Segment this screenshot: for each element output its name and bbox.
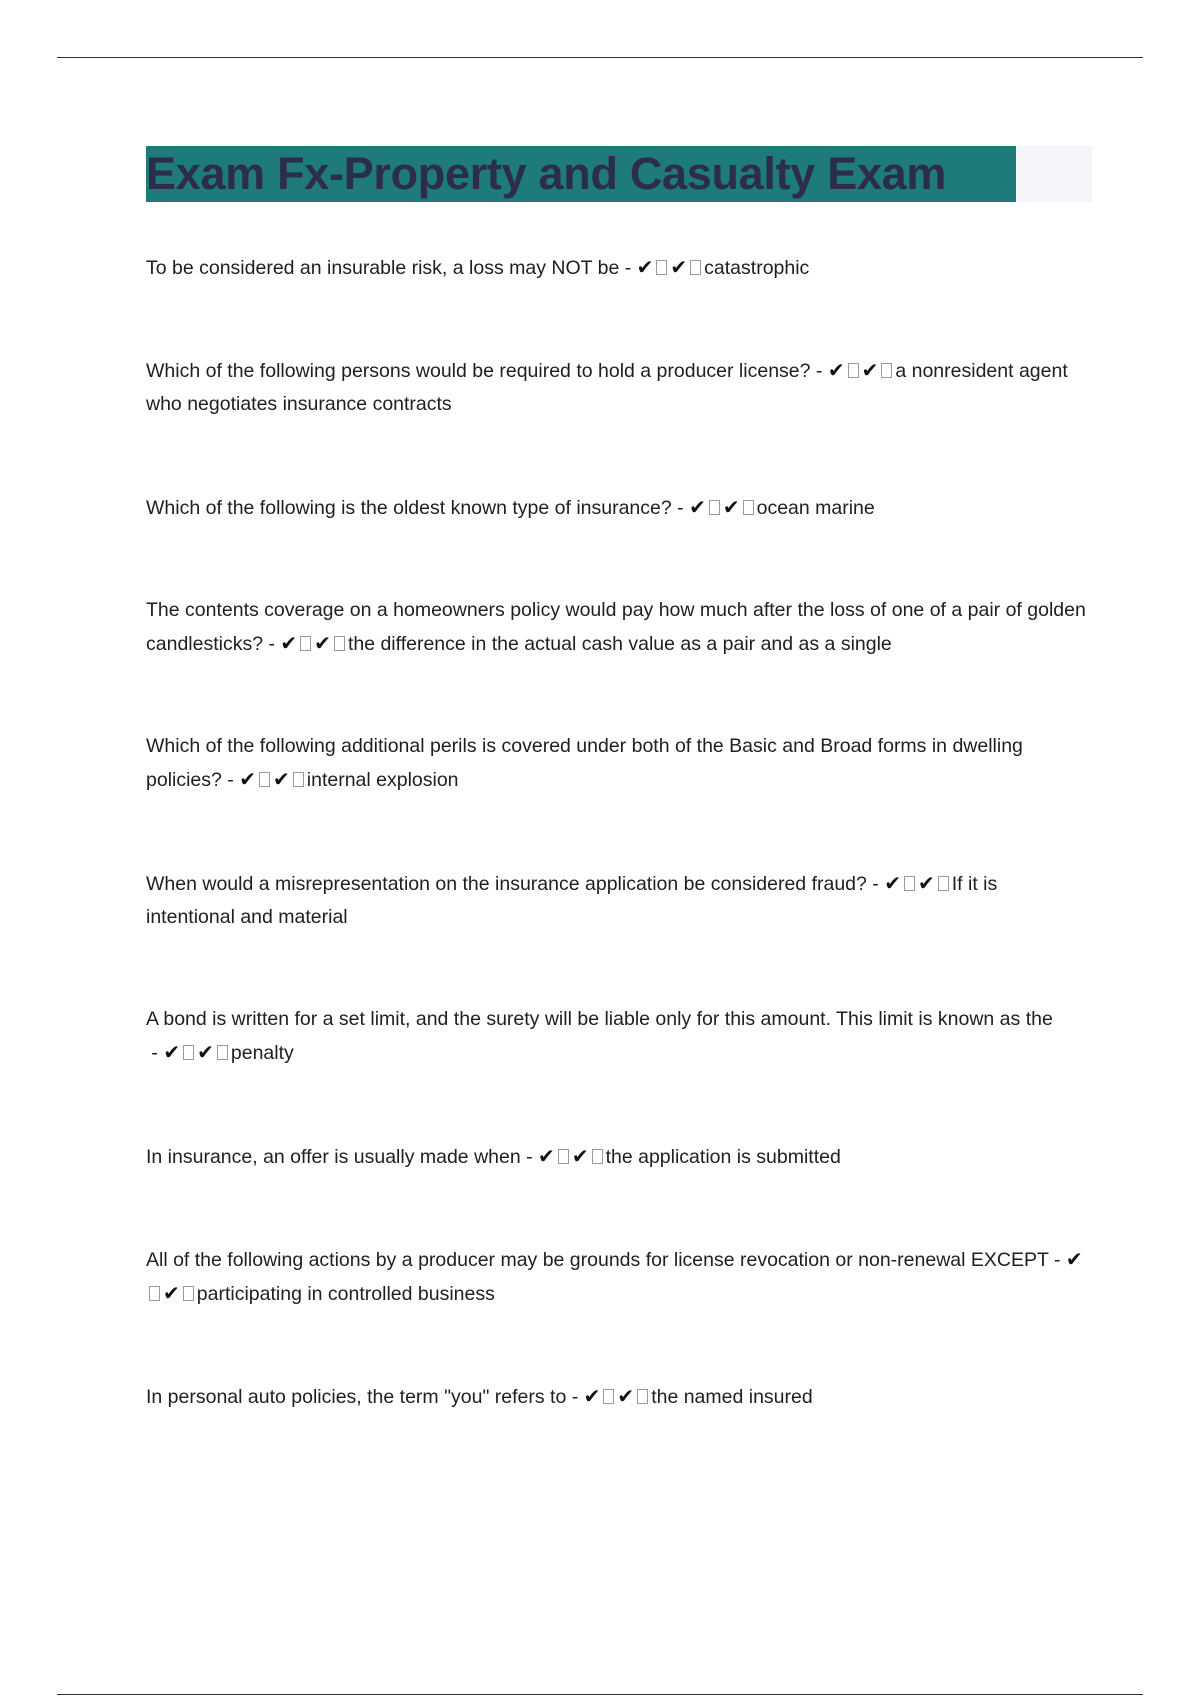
answer-text: internal explosion	[306, 768, 459, 791]
checkmark-icon: ✔	[273, 766, 290, 791]
checkmark-icon: ✔	[689, 495, 706, 519]
question-text: In insurance, an offer is usually made when	[146, 1146, 521, 1168]
checkmark-icon: ✔	[314, 630, 331, 655]
separator: -	[263, 632, 281, 655]
separator: -	[566, 1386, 584, 1408]
question-text: When would a misrepresentation on the insurance application be considered fraud?	[146, 873, 867, 895]
empty-box-icon	[656, 260, 667, 275]
separator: -	[1048, 1249, 1066, 1271]
checkmark-icon: ✔	[861, 358, 879, 382]
checkmark-icon: ✔	[670, 255, 688, 279]
qa-item	[146, 594, 1086, 660]
qa-item	[146, 1003, 1086, 1069]
empty-box-icon	[709, 500, 720, 515]
empty-box-icon	[904, 876, 915, 891]
answer-text: penalty	[230, 1041, 294, 1064]
checkmark-icon: ✔	[583, 1384, 601, 1408]
separator: -	[221, 768, 240, 791]
separator: -	[866, 873, 885, 895]
question-text: Which of the following is the oldest known type of insurance?	[146, 497, 672, 519]
checkmark-icon: ✔	[827, 358, 845, 382]
empty-box-icon	[743, 500, 754, 515]
empty-box-icon	[300, 636, 311, 651]
empty-box-icon	[259, 772, 270, 787]
answer-text: the application is submitted	[605, 1146, 841, 1168]
checkmark-icon: ✔	[163, 1280, 180, 1305]
empty-box-icon	[217, 1045, 228, 1060]
checkmark-icon: ✔	[571, 1144, 589, 1168]
checkmark-icon: ✔	[617, 1384, 635, 1408]
empty-box-icon	[881, 363, 892, 378]
empty-box-icon	[558, 1149, 569, 1164]
qa-item	[146, 1140, 1086, 1174]
checkmark-icon: ✔	[636, 255, 654, 279]
question-text: The contents coverage on a homeowners policy would pay how much after the loss of one of a pair of golden candlesticks?	[146, 599, 1086, 655]
answer-text: ocean marine	[756, 497, 875, 519]
qa-item	[146, 1380, 1086, 1414]
checkmark-icon: ✔	[197, 1039, 214, 1064]
qa-item	[146, 251, 1086, 285]
empty-box-icon	[603, 1389, 614, 1404]
empty-box-icon	[183, 1045, 194, 1060]
qa-item	[146, 491, 1086, 525]
separator: -	[146, 1041, 164, 1064]
qa-item	[146, 354, 1086, 420]
empty-box-icon	[637, 1389, 648, 1404]
question-text: A bond is written for a set limit, and the surety will be liable only for this amount. This limit is known as the	[146, 1008, 1053, 1030]
qa-item	[146, 1243, 1086, 1310]
question-text: In personal auto policies, the term "you" refers to	[146, 1386, 567, 1408]
qa-item	[146, 730, 1086, 796]
question-text: All of the following actions by a producer may be grounds for license revocation or non-renewal EXCEPT	[146, 1249, 1049, 1271]
checkmark-icon: ✔	[917, 871, 935, 895]
question-text: To be considered an insurable risk, a loss may NOT be	[146, 257, 620, 279]
question-text: Which of the following additional perils is covered under both of the Basic and Broad forms in dwelling policies?	[146, 735, 1023, 791]
separator: -	[520, 1146, 539, 1168]
page-title: Exam Fx-Property and Casualty Exam	[146, 148, 947, 199]
qa-item	[146, 867, 1086, 933]
answer-text: a nonresident agent who negotiates insurance contracts	[146, 360, 1068, 415]
empty-box-icon	[690, 260, 701, 275]
empty-box-icon	[149, 1286, 160, 1301]
answer-text: catastrophic	[704, 257, 810, 279]
answer-text: If it is intentional and material	[146, 873, 998, 928]
checkmark-icon: ✔	[884, 871, 901, 895]
answer-text: the named insured	[651, 1386, 813, 1408]
answer-text: participating in controlled business	[196, 1282, 495, 1305]
separator: -	[619, 257, 637, 279]
empty-box-icon	[183, 1286, 194, 1301]
checkmark-icon: ✔	[280, 630, 298, 655]
checkmark-icon: ✔	[1065, 1247, 1083, 1271]
title-banner	[146, 146, 1092, 202]
bottom-rule	[57, 1694, 1143, 1695]
checkmark-icon: ✔	[163, 1039, 181, 1064]
top-rule	[57, 57, 1143, 58]
checkmark-icon: ✔	[538, 1144, 555, 1168]
separator: -	[671, 497, 690, 519]
empty-box-icon	[848, 363, 859, 378]
checkmark-icon: ✔	[239, 766, 256, 791]
separator: -	[810, 360, 828, 382]
empty-box-icon	[592, 1149, 603, 1164]
question-text: Which of the following persons would be required to hold a producer license?	[146, 360, 811, 382]
empty-box-icon	[293, 772, 304, 787]
answer-text: the difference in the actual cash value as a pair and as a single	[347, 632, 892, 655]
empty-box-icon	[938, 876, 949, 891]
empty-box-icon	[334, 636, 345, 651]
checkmark-icon: ✔	[722, 495, 740, 519]
